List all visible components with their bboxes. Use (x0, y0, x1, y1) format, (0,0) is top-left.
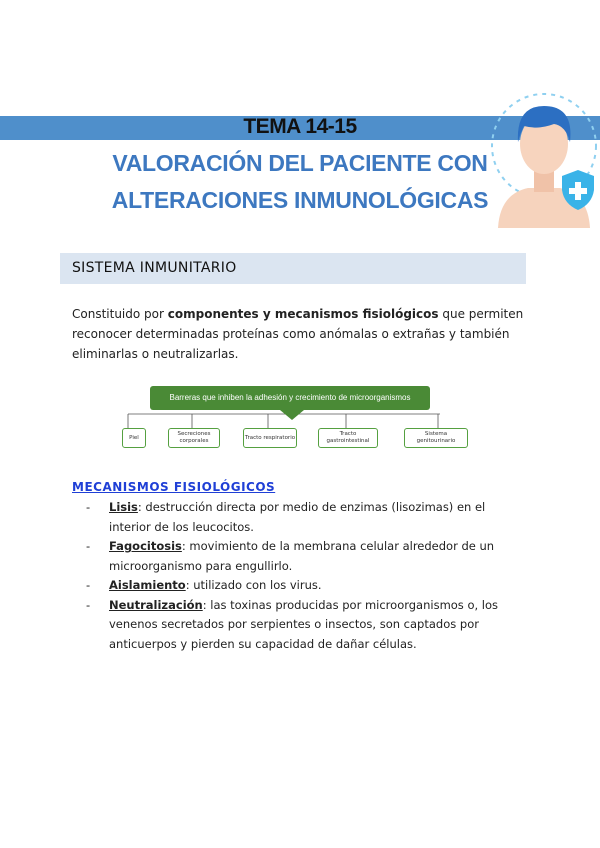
mechanisms-title: MECANISMOS FISIOLÓGICOS (72, 480, 276, 494)
diagram-box-piel: Piel (122, 428, 146, 448)
bullet-dash: - (86, 578, 91, 592)
list-item: - Aislamiento: utilizado con los virus. (86, 576, 526, 596)
bullet-dash: - (86, 500, 91, 514)
list-item: - Fagocitosis: movimiento de la membrana celular alrededor de un microorganismo para engullirlo. (86, 539, 495, 573)
intro-paragraph: Constituido por componentes y mecanismos fisiológicos que permiten reconocer determinadas proteínas como anómalas o extrañas y también eliminarlas o neutralizarlas. (72, 307, 524, 361)
page-title-line-1: VALORACIÓN DEL PACIENTE CON (112, 150, 488, 176)
topic-number: TEMA 14-15 (243, 115, 357, 138)
list-item: - Lisis: destrucción directa por medio de enzimas (lisozimas) en el interior de los leucocitos. (86, 500, 486, 534)
diagram-header: Barreras que inhiben la adhesión y crecimiento de microorganismos (150, 386, 430, 410)
diagram-box-respiratorio: Tracto respiratorio (243, 428, 297, 448)
list-item: - Neutralización: las toxinas producidas por microorganismos o, los venenos secretados por serpientes o insectos, son captados por anticuerpos y pierden su capacidad de dañar células. (86, 597, 499, 651)
diagram-box-gastrointestinal: Tracto gastrointestinal (318, 428, 378, 448)
bullet-dash: - (86, 597, 91, 612)
bullet-dash: - (86, 539, 91, 553)
patient-shield-illustration (488, 86, 600, 228)
section-title: SISTEMA INMUNITARIO (72, 260, 237, 276)
page-title-line-2: ALTERACIONES INMUNOLÓGICAS (111, 187, 489, 213)
mechanisms-list (86, 498, 526, 654)
diagram-box-genitourinario: Sistema genitourinario (404, 428, 468, 448)
diagram-box-secreciones: Secreciones corporales (168, 428, 220, 448)
